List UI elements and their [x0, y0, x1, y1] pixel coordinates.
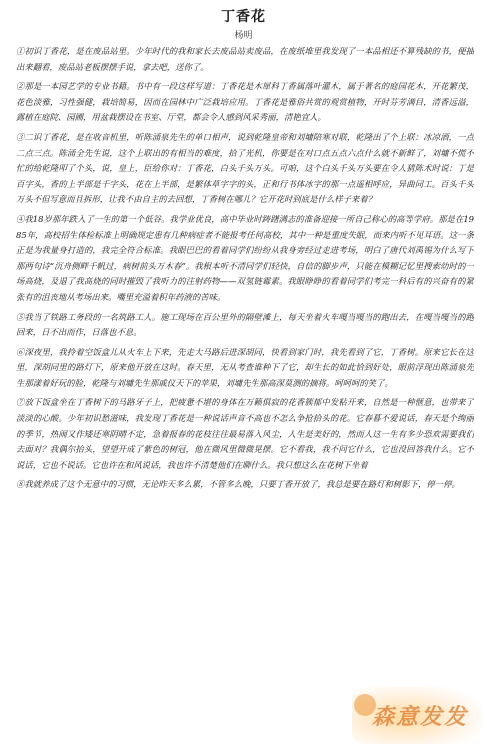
paragraph-7: ⑦放下饭盒坐在丁香树下的马路牙子上，把疲惫不堪的身体在万籁俱寂的花香簇郁中发粘开来，自然是一种惬意，也带来了淡淡的心酸。少年初识愁滋味，我发现丁香花是一种说话声音不高也不怎么争抢拾头的花。它春暮不爱说话，春天是个绚丽的季节，热闹又作矮还寒阴晴不定，急着报春的花枝往往最易落入风尘，人生是美好的，然而人这一生有多少恐欢需要我们去面对？我偶尔抬头，望望开成了紫色的树冠，他在微风里微微晃摆。它不看我，我不问它什么，它也没回答我什么。它不说话，它也不说话。它也许在和风说话，我也许不清楚他们在聊什么。我只想这么在花树下坐着	[16, 397, 474, 470]
paragraph-6: ⑥深夜里，我拎着空饭盒儿从火车上下来，先走大马路后进深胡同，快看到家门时，我先看到了它，丁香树。原来它长在这里，深胡同里的路灯下，原来他开放在这时。春天里，无从考查谁种下了它，却生长的如此恰到好处，眼前浮现出陈涌泉先生那漾着好玩的脸，乾隆与刘墉先生那戚仪天下的苹果，刘墉先生那高深莫测的摘将。呵呵呵的笑了。	[16, 346, 474, 388]
watermark-text: 森意发发	[372, 705, 469, 730]
site-watermark	[352, 686, 482, 744]
paragraph-1: ①初识丁香花，是在废品站里。少年时代的我和家长去废品站卖废品，在废纸堆里我发现了一本品相还不算残缺的书，便抽出来翻看，废品站老板摆摆手说，拿去吧，送你了。	[16, 46, 474, 72]
paragraph-8: ⑧我就养成了这个无意中的习惯，无论昨天多么累，不管多么晚，只要丁香开放了，我总是要在路灯和树影下，停一停。	[16, 479, 460, 490]
paragraph-5: ⑤我当了铁路工务段的一名筑路工人。施工现场在百公里外的隔壁滩上，每天坐着火车嘎当嘎当的跑出去，在嘎当嘎当的跑回来，日不出而作，日落也不息。	[16, 311, 474, 338]
paragraph-3: ③二识丁香花，是在收音机里，听陈涌泉先生的单口相声，说到乾隆皇帝和刘墉陪寒对联，乾隆出了个上联：冰凉酒，一点二点三点。陈涌全先生说，这个上联出的有相当的难度，拾了光机，你要是在对口点五点六点什么就不新鲜了，刘墉不慌不忙的给乾隆叩了个头，说，皇上，臣给你对：丁香花，白头千头万头。可咱，这个白头千头万头要在令人猜陈术时说：丁是百字头，香的上半部是千字头，花在上半部，是繁体草字字的头，正和行书体冰字的那一点遥相呼应，异曲同工。百头千头万头不但写意而且拆形，让我不由自主的去回想，丁香树在哪儿？它开花时到底是什么样子来着？	[16, 131, 474, 205]
article-body	[16, 44, 474, 744]
paragraph-2: ②那是一本园艺学的专业书籍。书中有一段这样写道：丁香花是木犀科丁香属落叶灌木，属于著名的庭园花木，开花繁茂，花色淡雅，习性强健，栽培简易，因而在园林中广泛栽培应用。丁香花是雅俗共赏的观赏植物，开时芬芳满目，清香远溢，露植在庭院、园圃，用盆栽摆设在书室、厅堂，都会令人感到风采秀丽，清艳宜人。	[16, 81, 474, 123]
article-author: 杨明	[234, 31, 253, 41]
article-title: 丁香花	[221, 9, 266, 25]
paragraph-4: ④我18岁那年跌入了一生的第一个低谷。我学业优良，高中毕业时踌躇满志的准备迎接一所自己称心的高等学府。那是在1985年，高校招生体检标准上明确规定患有几种病症者不能报考任何高校，其中一种是重度失眠，而来内听不见耳语。这一条正是为我量身打造的，我完全符合标准。我眼巴巴的看着同学们纷纷从我身旁经过走进考场，明白了唐代刘禹锡为什么写下那两句诗“沉舟侧畔千帆过，病树前头万木春”。我根本听不清同学们轻快，自信的脚步声，只能在模糊记忆里搜索幼时的一场高烧，及退了我高烧的同时摧毁了我听力的注射药物——双氢链霉素。我眼睁睁的看着同学们考完一科后有的兴奋有的紧张有的沮丧地从考场出来。嘴里充溢着积年药液的苦味。	[16, 213, 474, 302]
